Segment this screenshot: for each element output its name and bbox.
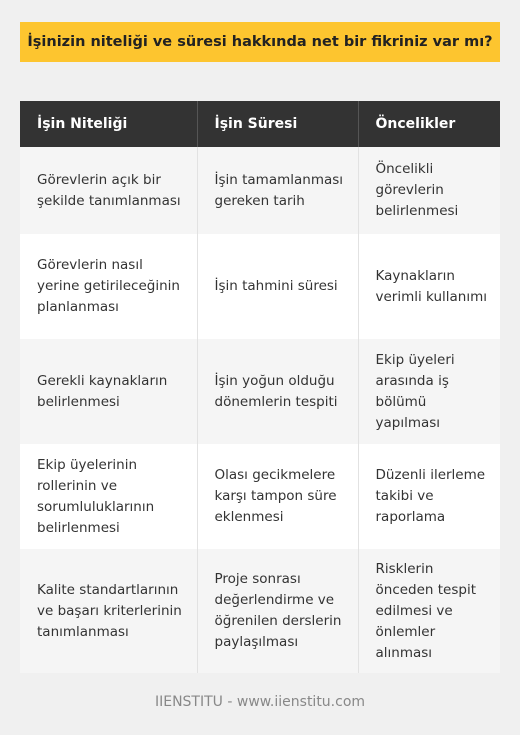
title-banner (20, 22, 500, 62)
table-cell: Düzenli ilerleme takibi ve raporlama (358, 444, 500, 549)
table-cell: Ekip üyelerinin rollerinin ve sorumluluklarının belirlenmesi (20, 444, 197, 549)
table-row (20, 549, 500, 673)
table-cell: İşin tahmini süresi (197, 234, 358, 339)
column-header-duration: İşin Süresi (197, 101, 358, 147)
table-cell: Kaynakların verimli kullanımı (358, 234, 500, 339)
column-header-nature: İşin Niteliği (20, 101, 197, 147)
footer-credit: IIENSTITU - www.iienstitu.com (154, 694, 366, 710)
table-cell: Olası gecikmelere karşı tampon süre eklenmesi (197, 444, 358, 549)
table-cell: İşin yoğun olduğu dönemlerin tespiti (197, 339, 358, 444)
table-cell: Ekip üyeleri arasında iş bölümü yapılması (358, 339, 500, 444)
table-header-row (20, 101, 500, 147)
page-title: İşinizin niteliği ve süresi hakkında net bir fikriniz var mı? (27, 34, 493, 50)
table-cell: İşin tamamlanması gereken tarih (197, 147, 358, 234)
table-row (20, 147, 500, 234)
table-row (20, 339, 500, 444)
table-cell: Görevlerin açık bir şekilde tanımlanması (20, 147, 197, 234)
table-row (20, 444, 500, 549)
table-cell: Risklerin önceden tespit edilmesi ve önlemler alınması (358, 549, 500, 673)
table-cell: Görevlerin nasıl yerine getirileceğinin planlanması (20, 234, 197, 339)
table-cell: Gerekli kaynakların belirlenmesi (20, 339, 197, 444)
table-cell: Proje sonrası değerlendirme ve öğrenilen derslerin paylaşılması (197, 549, 358, 673)
table-row (20, 234, 500, 339)
info-table (20, 101, 500, 673)
table-cell: Kalite standartlarının ve başarı kriterlerinin tanımlanması (20, 549, 197, 673)
column-header-priorities: Öncelikler (358, 101, 500, 147)
table-cell: Öncelikli görevlerin belirlenmesi (358, 147, 500, 234)
